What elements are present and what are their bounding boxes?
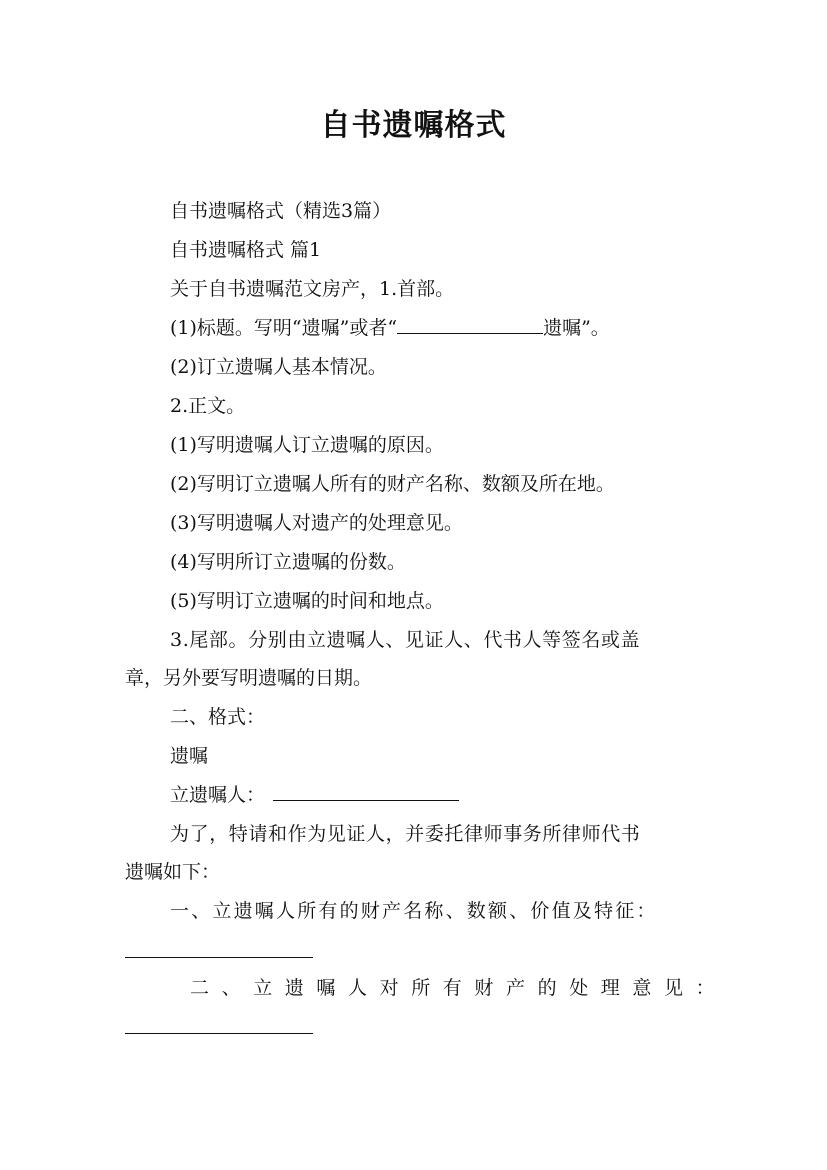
subtitle-line: 自书遗嘱格式（精选3篇） [170, 200, 392, 222]
fill-in-blank [397, 315, 543, 334]
paragraph-line: 为了，特请和作为见证人，并委托律师事务所律师代书 [170, 823, 641, 845]
paragraph-line: (3)写明遗嘱人对遗产的处理意见。 [170, 512, 463, 534]
paragraph-line: 遗嘱 [170, 745, 209, 767]
fill-in-rule [125, 957, 313, 958]
paragraph-line: 3.尾部。分别由立遗嘱人、见证人、代书人等签名或盖 [170, 629, 641, 651]
paragraph-line: (2)订立遗嘱人基本情况。 [170, 356, 387, 378]
paragraph-line: (5)写明订立遗嘱的时间和地点。 [170, 590, 444, 612]
paragraph-line: 二、立遗嘱人对所有财产的处理意见： [190, 977, 728, 999]
paragraph-line: (4)写明所订立遗嘱的份数。 [170, 551, 406, 573]
paragraph-line-with-blank [170, 315, 610, 341]
paragraph-line: (1)写明遗嘱人订立遗嘱的原因。 [170, 434, 444, 456]
paragraph-line: 章，另外要写明遗嘱的日期。 [125, 667, 373, 689]
paragraph-text: 立遗嘱人： [170, 784, 266, 806]
paragraph-text: 遗嘱”。 [543, 317, 610, 339]
paragraph-line: 一、立遗嘱人所有的财产名称、数额、价值及特征： [170, 900, 658, 922]
paragraph-line: 遗嘱如下： [125, 861, 221, 883]
document-title: 自书遗嘱格式 [320, 108, 507, 143]
paragraph-line: 2.正文。 [170, 395, 246, 417]
testator-line [170, 782, 459, 808]
paragraph-line: 二、格式： [170, 706, 266, 728]
paragraph-line: (2)写明订立遗嘱人所有的财产名称、数额及所在地。 [170, 473, 615, 495]
fill-in-rule [125, 1033, 313, 1034]
section-heading: 自书遗嘱格式 篇1 [170, 239, 322, 261]
paragraph-text: (1)标题。写明“遗嘱”或者“ [170, 317, 398, 339]
fill-in-blank [273, 782, 459, 801]
paragraph-line: 关于自书遗嘱范文房产，1.首部。 [170, 278, 455, 300]
